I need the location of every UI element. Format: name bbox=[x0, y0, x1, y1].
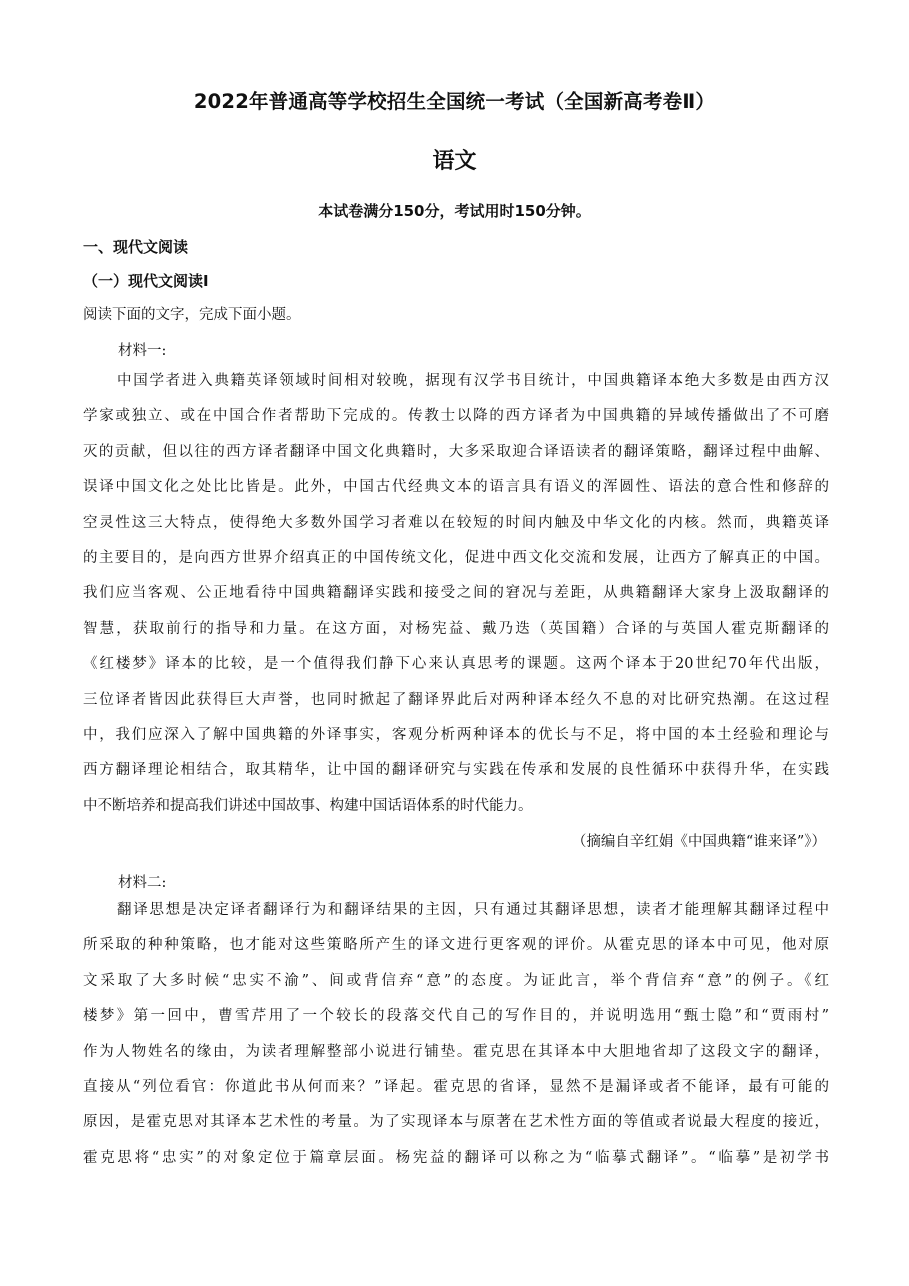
text-line: 中不断培养和提高我们讲述中国故事、构建中国话语体系的时代能力。 bbox=[83, 797, 533, 814]
material-one-paragraph bbox=[83, 364, 829, 824]
exam-note: 本试卷满分150分，考试用时150分钟。 bbox=[318, 202, 591, 220]
section-title: 一、现代文阅读 bbox=[83, 238, 189, 256]
text-line: 误译中国文化之处比比皆是。此外，中国古代经典文本的语言具有语义的浑圆性、语法的意合性和修辞的 bbox=[83, 479, 829, 496]
text-line: 中国学者进入典籍英译领域时间相对较晚，据现有汉学书目统计，中国典籍译本绝大多数是由西方汉 bbox=[117, 373, 829, 389]
text-line: 楼梦》第一回中，曹雪芹用了一个较长的段落交代自己的写作目的，并说明选用“甄士隐”和“贾雨村” bbox=[83, 1008, 829, 1025]
text-line: 智慧，获取前行的指导和力量。在这方面，对杨宪益、戴乃迭（英国籍）合译的与英国人霍克斯翻译的 bbox=[83, 620, 829, 637]
text-line: 原因，是霍克思对其译本艺术性的考量。为了实现译本与原著在艺术性方面的等值或者说最大程度的接近， bbox=[83, 1114, 829, 1131]
text-line: 文采取了大多时候“忠实不渝”、间或背信弃“意”的态度。为证此言，举个背信弃“意”的例子。《红 bbox=[83, 972, 829, 989]
text-line: 灭的贡献，但以往的西方译者翻译中国文化典籍时，大多采取迎合译语读者的翻译策略，翻译过程中曲解、 bbox=[83, 443, 829, 460]
text-line: 空灵性这三大特点，使得绝大多数外国学习者难以在较短的时间内触及中华文化的内核。然而，典籍英译 bbox=[83, 514, 829, 531]
text-line: 学家或独立、或在中国合作者帮助下完成的。传教士以降的西方译者为中国典籍的异域传播做出了不可磨 bbox=[83, 408, 829, 425]
material-one-source: （摘编自辛红娟《中国典籍“谁来译”》） bbox=[571, 834, 826, 850]
material-two-label: 材料二: bbox=[118, 875, 167, 891]
material-one-label: 材料一: bbox=[118, 343, 167, 359]
reading-instruction: 阅读下面的文字，完成下面小题。 bbox=[83, 307, 301, 323]
text-line: 作为人物姓名的缘由，为读者理解整部小说进行铺垫。霍克思在其译本中大胆地省却了这段文字的翻译， bbox=[83, 1043, 829, 1060]
subject-title: 语文 bbox=[432, 149, 477, 174]
text-line: 中，我们应深入了解中国典籍的外译事实，客观分析两种译本的优长与不足，将中国的本土经验和理论与 bbox=[83, 726, 829, 743]
text-line: 《红楼梦》译本的比较，是一个值得我们静下心来认真思考的课题。这两个译本于20世纪70年代出版， bbox=[83, 656, 829, 673]
subsection-title: （一）现代文阅读Ⅰ bbox=[83, 272, 209, 290]
text-line: 翻译思想是决定译者翻译行为和翻译结果的主因，只有通过其翻译思想，读者才能理解其翻译过程中 bbox=[117, 902, 829, 918]
text-line: 我们应当客观、公正地看待中国典籍翻译实践和接受之间的窘况与差距，从典籍翻译大家身上汲取翻译的 bbox=[83, 585, 829, 602]
material-two-paragraph bbox=[83, 893, 829, 1176]
text-line: 三位译者皆因此获得巨大声誉，也同时掀起了翻译界此后对两种译本经久不息的对比研究热潮。在这过程 bbox=[83, 691, 829, 708]
text-line: 霍克思将“忠实”的对象定位于篇章层面。杨宪益的翻译可以称之为“临摹式翻译”。“临摹”是初学书 bbox=[83, 1149, 829, 1166]
exam-title: 2022年普通高等学校招生全国统一考试（全国新高考卷Ⅱ） bbox=[193, 90, 716, 113]
text-line: 所采取的种种策略，也才能对这些策略所产生的译文进行更客观的评价。从霍克思的译本中可见，他对原 bbox=[83, 937, 829, 954]
text-line: 西方翻译理论相结合，取其精华，让中国的翻译研究与实践在传承和发展的良性循环中获得升华，在实践 bbox=[83, 762, 829, 779]
text-line: 直接从“列位看官：你道此书从何而来？”译起。霍克思的省译，显然不是漏译或者不能译，最有可能的 bbox=[83, 1078, 829, 1095]
text-line: 的主要目的，是向西方世界介绍真正的中国传统文化，促进中西文化交流和发展，让西方了解真正的中国。 bbox=[83, 549, 829, 566]
